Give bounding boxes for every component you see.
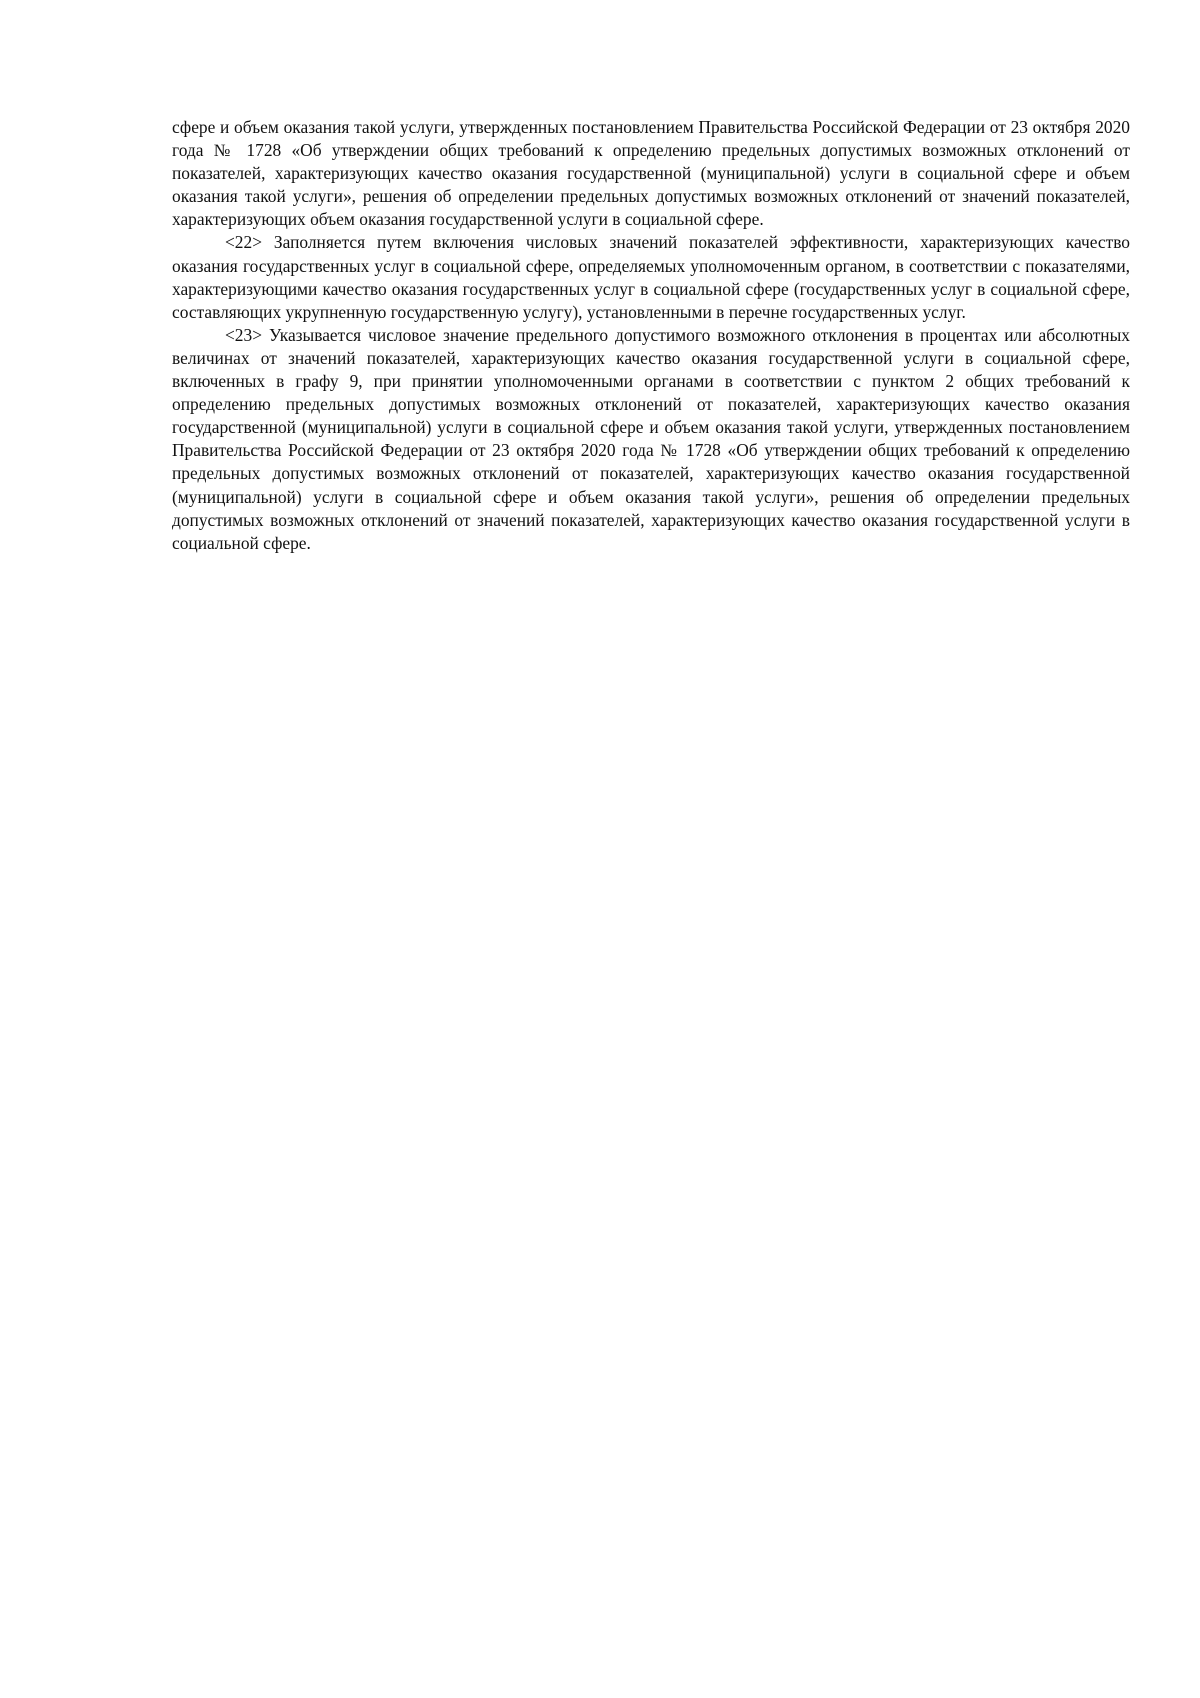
document-body — [172, 116, 1130, 555]
paragraph-continuation: сфере и объем оказания такой услуги, утвержденных постановлением Правительства Российской Федерации от 23 октября 2020 года № 1728 «Об утверждении общих требований к определению предельных допустимых возможных отклонений от показателей, характеризующих качество оказания государственной (муниципальной) услуги в социальной сфере и объем оказания такой услуги», решения об определении предельных допустимых возможных отклонений от значений показателей, характеризующих объем оказания государственной услуги в социальной сфере. — [172, 117, 1130, 230]
footnote-23: <23> Указывается числовое значение предельного допустимого возможного отклонения в процентах или абсолютных величинах от значений показателей, характеризующих качество оказания государственной услуги в социальной сфере, включенных в графу 9, при принятии уполномоченными органами в соответствии с пунктом 2 общих требований к определению предельных допустимых возможных отклонений от показателей, характеризующих качество оказания государственной (муниципальной) услуги в социальной сфере и объем оказания такой услуги, утвержденных постановлением Правительства Российской Федерации от 23 октября 2020 года № 1728 «Об утверждении общих требований к определению предельных допустимых возможных отклонений от показателей, характеризующих качество оказания государственной (муниципальной) услуги в социальной сфере и объем оказания такой услуги», решения об определении предельных допустимых возможных отклонений от значений показателей, характеризующих качество оказания государственной услуги в социальной сфере. — [172, 324, 1130, 553]
footnote-22: <22> Заполняется путем включения числовых значений показателей эффективности, характеризующих качество оказания государственных услуг в социальной сфере, определяемых уполномоченным органом, в соответствии с показателями, характеризующими качество оказания государственных услуг в социальной сфере (государственных услуг в социальной сфере, составляющих укрупненную государственную услугу), установленными в перечне государственных услуг. — [172, 232, 1130, 322]
